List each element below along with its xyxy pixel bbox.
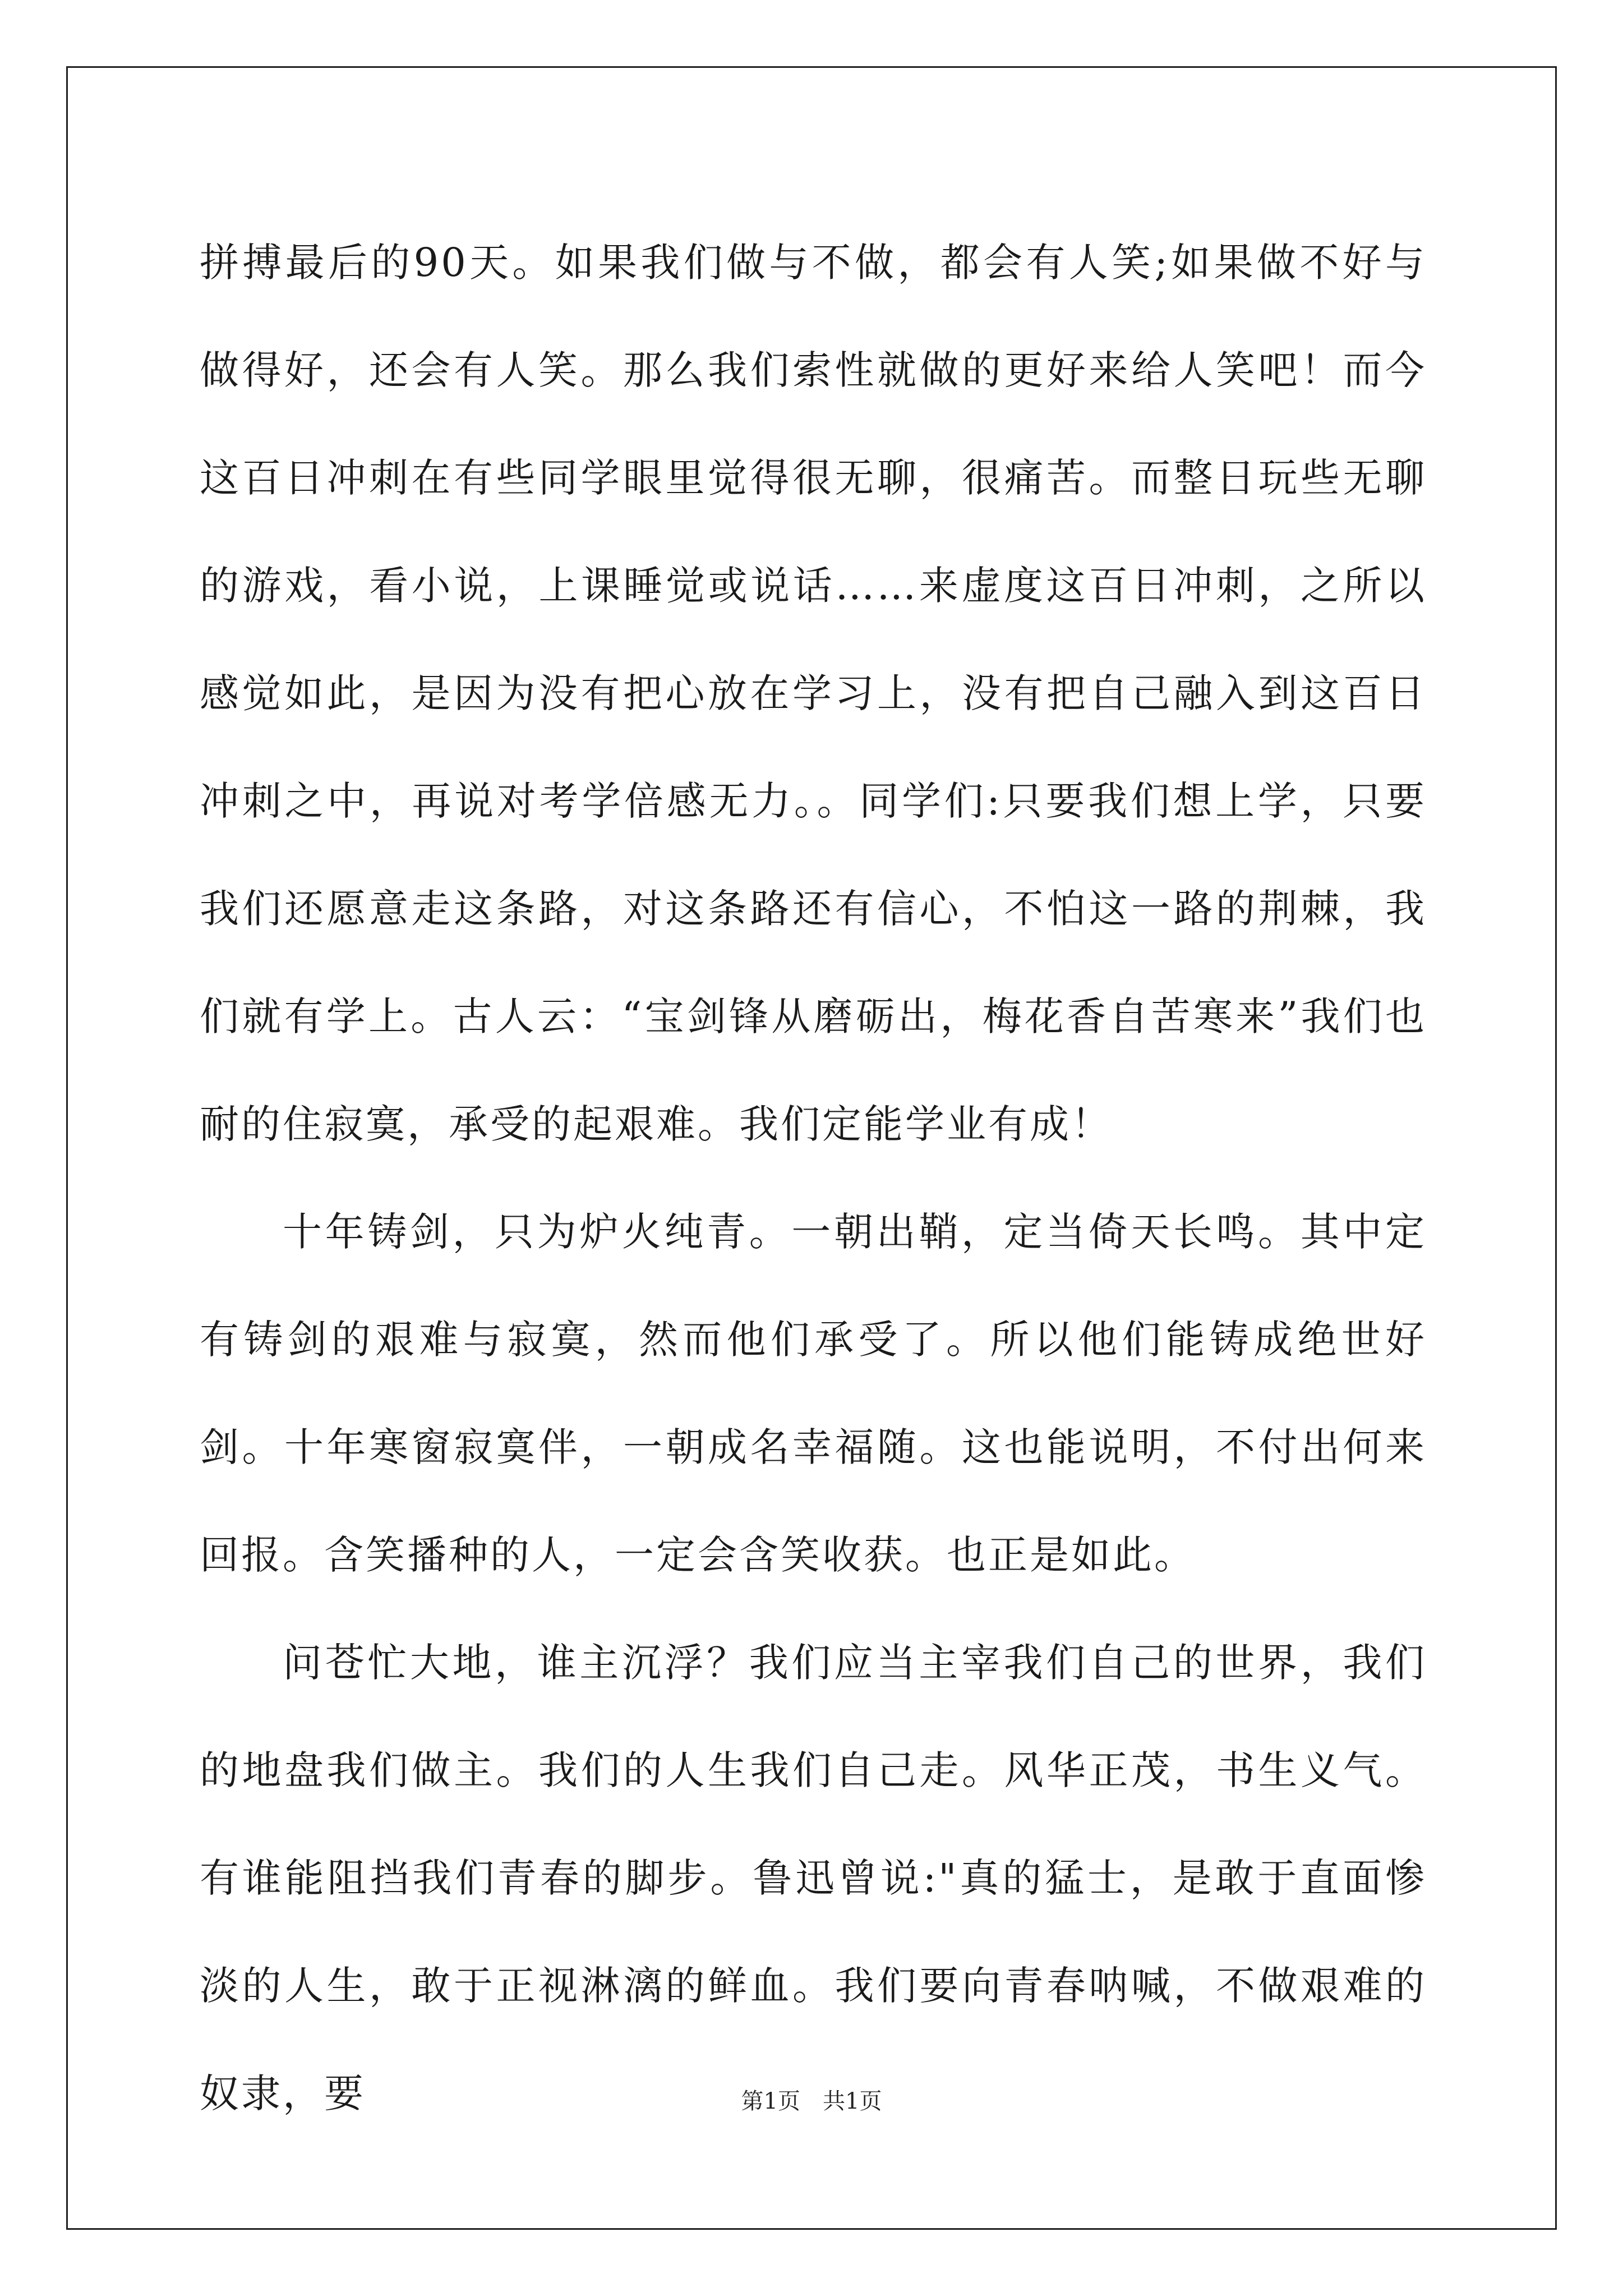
paragraph-3: 问苍忙大地，谁主沉浮？我们应当主宰我们自己的世界，我们的地盘我们做主。我们的人生我们自己走。风华正茂，书生义气。有谁能阻挡我们青春的脚步。鲁迅曾说:"真的猛士，是敢于直面惨淡的人生，敢于正视淋漓的鲜血。我们要向青春呐喊，不做艰难的奴隶，要 [200,1640,1427,2116]
document-body [200,209,1427,2147]
page-number-current: 第1页 [741,2088,800,2114]
page-number-total: 共1页 [823,2088,882,2114]
page-footer [0,2088,1623,2115]
paragraph-1: 拼搏最后的90天。如果我们做与不做，都会有人笑;如果做不好与做得好，还会有人笑。那么我们索性就做的更好来给人笑吧！而今这百日冲刺在有些同学眼里觉得很无聊，很痛苦。而整日玩些无聊的游戏，看小说，上课睡觉或说话……来虚度这百日冲刺，之所以感觉如此，是因为没有把心放在学习上，没有把自己融入到这百日冲刺之中，再说对考学倍感无力。。同学们:只要我们想上学，只要我们还愿意走这条路，对这条路还有信心，不怕这一路的荆棘，我们就有学上。古人云：“宝剑锋从磨砺出，梅花香自苦寒来”我们也耐的住寂寞，承受的起艰难。我们定能学业有成！ [200,240,1427,1147]
paragraph-2: 十年铸剑，只为炉火纯青。一朝出鞘，定当倚天长鸣。其中定有铸剑的艰难与寂寞，然而他们承受了。所以他们能铸成绝世好剑。十年寒窗寂寞伴，一朝成名幸福随。这也能说明，不付出何来回报。含笑播种的人，一定会含笑收获。也正是如此。 [200,1209,1427,1578]
